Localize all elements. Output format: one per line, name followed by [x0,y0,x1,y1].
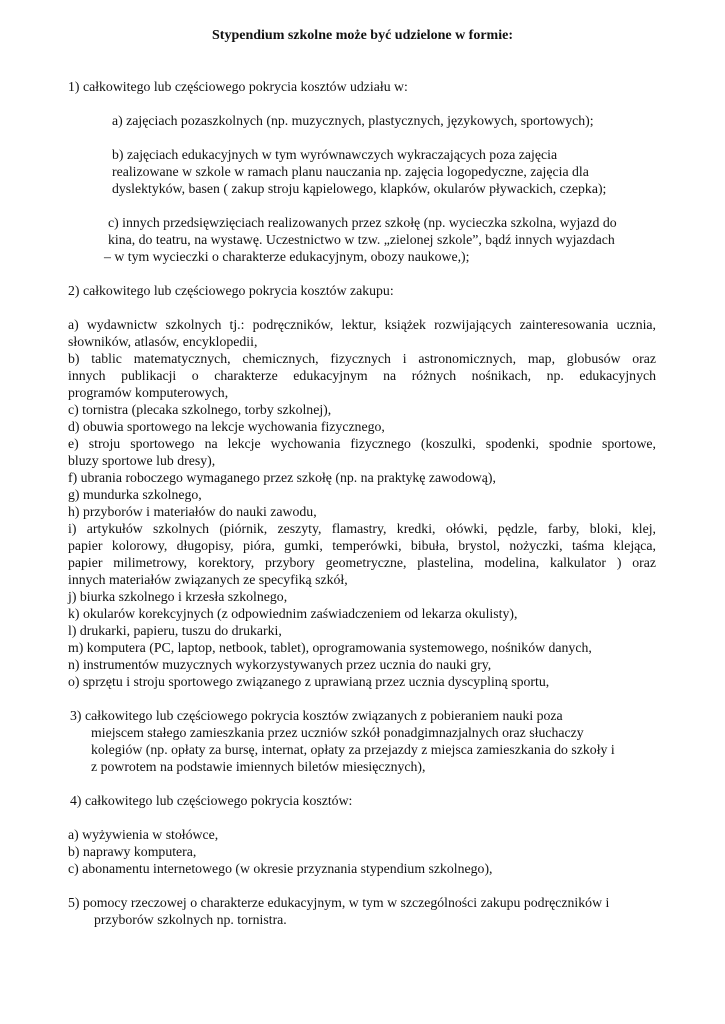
section-2-line: słowników, atlasów, encyklopedii, [68,334,258,349]
section-2-line: i) artykułów szkolnych (piórnik, zeszyty, flamastry, kredki, ołówki, pędzle, farby, bloki, klej, [68,521,656,536]
section-1-item-c-line2: kina, do teatru, na wystawę. Uczestnictwo w tzw. „zielonej szkole”, bądź innych wyjazdach [108,232,615,247]
section-1-item-c-line1: c) innych przedsięwzięciach realizowanych przez szkołę (np. wycieczka szkolna, wyjazd do [108,215,617,230]
section-4-item-b: b) naprawy komputera, [68,844,197,859]
section-2-line: l) drukarki, papieru, tuszu do drukarki, [68,623,282,638]
section-2-line: innych publikacji o charakterze edukacyjnym na różnych nośnikach, np. edukacyjnych [68,368,656,383]
section-2-line: papier kolorowy, długopisy, pióra, gumki, temperówki, bibuła, brystol, nożyczki, taśma klejąca, [68,538,656,553]
section-2-heading: 2) całkowitego lub częściowego pokrycia kosztów zakupu: [68,283,394,298]
section-4-item-c: c) abonamentu internetowego (w okresie przyznania stypendium szkolnego), [68,861,493,876]
section-2-line: a) wydawnictw szkolnych tj.: podręczników, lektur, książek rozwijających zainteresowania ucznia, [68,317,656,332]
section-2-line: d) obuwia sportowego na lekcje wychowania fizycznego, [68,419,385,434]
section-3-line3: kolegiów (np. opłaty za bursę, internat, opłaty za przejazdy z miejsca zamieszkania do szkoły i [91,742,615,757]
section-2-line: k) okularów korekcyjnych (z odpowiednim zaświadczeniem od lekarza okulisty), [68,606,518,621]
section-5-line2: przyborów szkolnych np. tornistra. [94,912,287,927]
section-1-heading: 1) całkowitego lub częściowego pokrycia kosztów udziału w: [68,79,408,94]
page-title: Stypendium szkolne może być udzielone w formie: [212,28,513,43]
section-3-line1: 3) całkowitego lub częściowego pokrycia kosztów związanych z pobieraniem nauki poza [70,708,563,723]
section-2-line: m) komputera (PC, laptop, netbook, tablet), oprogramowania systemowego, nośników danych, [68,640,592,655]
section-2-line: programów komputerowych, [68,385,229,400]
section-2-line: f) ubrania roboczego wymaganego przez szkołę (np. na praktykę zawodową), [68,470,496,485]
section-2-line: papier milimetrowy, korektory, przybory geometryczne, plastelina, modelina, kalkulator ) oraz [68,555,656,570]
section-5-line1: 5) pomocy rzeczowej o charakterze edukacyjnym, w tym w szczególności zakupu podręczników i [68,895,610,910]
section-4-heading: 4) całkowitego lub częściowego pokrycia kosztów: [70,793,353,808]
section-2-line: e) stroju sportowego na lekcje wychowania fizycznego (koszulki, spodenki, spodnie sportowe, [68,436,656,451]
section-2-line: g) mundurka szkolnego, [68,487,202,502]
section-2-line: o) sprzętu i stroju sportowego związanego z uprawianą przez ucznia dyscypliną sportu, [68,674,550,689]
section-2-line: n) instrumentów muzycznych wykorzystywanych przez ucznia do nauki gry, [68,657,492,672]
section-4-item-a: a) wyżywienia w stołówce, [68,827,219,842]
section-3-line4: z powrotem na podstawie imiennych biletów miesięcznych), [91,759,426,774]
section-2-line: j) biurka szkolnego i krzesła szkolnego, [68,589,288,604]
section-2-line: bluzy sportowe lub dresy), [68,453,216,468]
section-2-line: c) tornistra (plecaka szkolnego, torby szkolnej), [68,402,332,417]
section-1-item-a: a) zajęciach pozaszkolnych (np. muzycznych, plastycznych, językowych, sportowych); [112,113,594,128]
section-1-item-b-line2: realizowane w szkole w ramach planu nauczania np. zajęcia logopedyczne, zajęcia dla [112,164,589,179]
section-1-item-b-line3: dyslektyków, basen ( zakup stroju kąpielowego, klapków, okularów pływackich, czepka); [112,181,607,196]
section-3-line2: miejscem stałego zamieszkania przez uczniów szkół ponadgimnazjalnych oraz słuchaczy [91,725,584,740]
section-2-line: h) przyborów i materiałów do nauki zawodu, [68,504,317,519]
section-2-line: b) tablic matematycznych, chemicznych, fizycznych i astronomicznych, map, globusów oraz [68,351,656,366]
section-1-item-b-line1: b) zajęciach edukacyjnych w tym wyrównawczych wykraczających poza zajęcia [112,147,558,162]
section-2-line: innych materiałów związanych ze specyfiką szkół, [68,572,348,587]
section-1-item-c-line3: – w tym wycieczki o charakterze edukacyjnym, obozy naukowe,); [104,249,470,264]
